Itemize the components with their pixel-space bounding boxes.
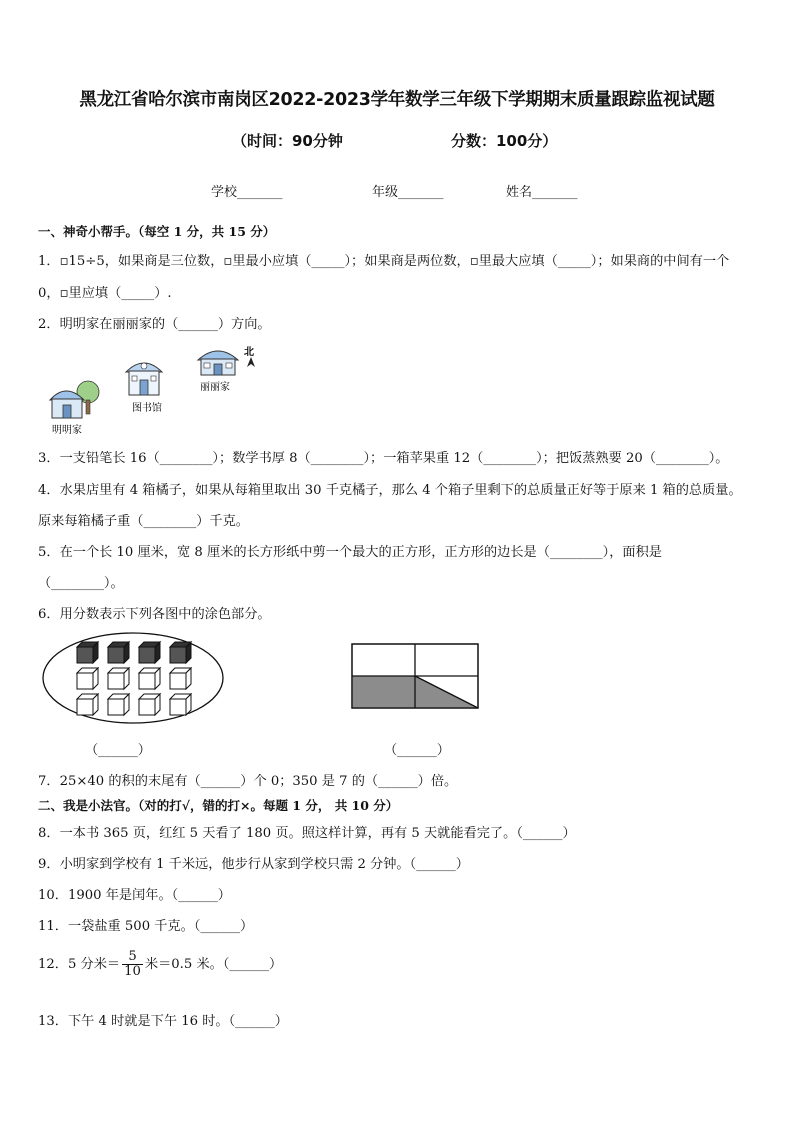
shaded-cube [77,642,98,663]
question-6-answer-right[interactable]: （______） [384,743,450,758]
question-12-suffix: 米＝0.5 米。（______） [144,956,283,972]
cube [108,668,129,689]
grade-field[interactable]: 年级_______ [372,185,444,200]
direction-map-figure [40,340,270,440]
rectangle-figure [350,642,482,712]
question-10: 10．1900 年是闰年。（______） [38,888,231,903]
fraction-denominator: 10 [124,963,141,979]
question-11: 11．一袋盐重 500 千克。（______） [38,919,254,934]
question-7: 7．25×40 的积的末尾有（______）个 0；350 是 7 的（______）倍。 [38,774,458,789]
question-12 [38,950,282,979]
cube [139,668,160,689]
cubes-ellipse [43,633,223,723]
page-title: 黑龙江省哈尔滨市南岗区2022-2023学年数学三年级下学期期末质量跟踪监视试题 [79,90,715,110]
question-9: 9．小明家到学校有 1 千米远，他步行从家到学校只需 2 分钟。（______） [38,857,469,872]
lili-house [198,351,238,375]
exam-time: （时间：90分钟 [232,132,343,150]
cube [77,668,98,689]
cube [77,694,98,715]
north-arrow-icon [247,357,255,367]
school-field[interactable]: 学校_______ [211,185,283,200]
cube [170,694,191,715]
question-12-prefix: 12．5 分米＝ [38,956,121,972]
north-label: 北 [244,347,254,358]
library-label: 图书馆 [132,403,162,414]
exam-score: 分数：100分） [451,132,558,150]
fraction-five-tenths [122,950,143,979]
library-building [126,363,162,395]
cube [108,694,129,715]
question-1-line-2: 0，▫里应填（_____）. [38,286,172,301]
section-2-heading: 二、我是小法官。（对的打√，错的打×。每题 1 分， 共 10 分） [38,798,399,813]
question-1-line-1: 1．▫15÷5，如果商是三位数，▫里最小应填（_____）；如果商是两位数，▫里最大应填（_____）；如果商的中间有一个 [38,254,730,269]
question-3: 3．一支铅笔长 16（________）；数学书厚 8（________）；一箱苹果重 12（________）；把饭蒸熟要 20（________）。 [38,451,729,466]
shaded-left-cell [352,676,415,708]
shaded-cube [139,642,160,663]
question-5-line-1: 5．在一个长 10 厘米，宽 8 厘米的长方形纸中剪一个最大的正方形，正方形的边长是（________），面积是 [38,545,662,560]
cube [170,668,191,689]
question-6-answer-left[interactable]: （______） [85,743,151,758]
question-13: 13．下午 4 时就是下午 16 时。（______） [38,1014,288,1029]
shaded-cube [108,642,129,663]
cube [139,694,160,715]
question-8: 8．一本书 365 页，红红 5 天看了 180 页。照这样计算，再有 5 天就能看完了。（______） [38,826,576,841]
mingming-house [50,381,99,418]
question-4-line-1: 4．水果店里有 4 箱橘子，如果从每箱里取出 30 千克橘子，那么 4 个箱子里剩下的总质量正好等于原来 1 箱的总质量。 [38,483,742,498]
question-5-line-2: （________）。 [38,576,124,591]
shaded-cube [170,642,191,663]
question-6: 6．用分数表示下列各图中的涂色部分。 [38,607,271,622]
cubes-figure [40,630,230,726]
lili-label: 丽丽家 [200,382,230,393]
name-field[interactable]: 姓名_______ [506,185,578,200]
question-2: 2．明明家在丽丽家的（______）方向。 [38,317,271,332]
mingming-label: 明明家 [52,425,82,436]
fraction-numerator: 5 [122,950,143,965]
section-1-heading: 一、神奇小帮手。（每空 1 分，共 15 分） [38,224,276,239]
question-4-line-2: 原来每箱橘子重（________）千克。 [38,514,249,529]
